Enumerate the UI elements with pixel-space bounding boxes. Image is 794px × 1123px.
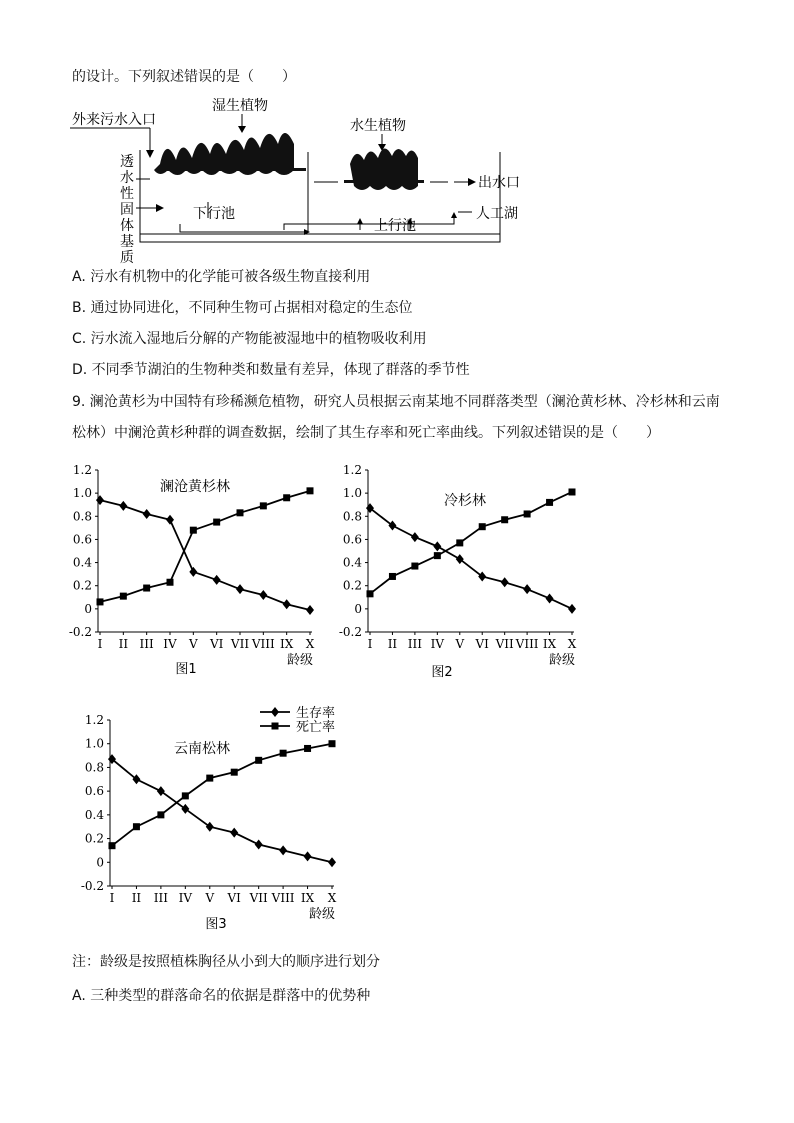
survival-point bbox=[189, 567, 197, 577]
mortality-point bbox=[569, 488, 576, 495]
y-tick-label: 0.2 bbox=[84, 831, 104, 846]
survival-point bbox=[213, 575, 221, 585]
x-tick-label: V bbox=[455, 637, 465, 651]
mortality-point bbox=[501, 516, 508, 523]
x-tick-label: X bbox=[567, 637, 577, 651]
x-tick-label: VIII bbox=[251, 637, 275, 651]
legend-marker-square bbox=[272, 723, 279, 730]
substrate-label bbox=[120, 154, 134, 266]
aquatic-plants-label: 水生植物 bbox=[350, 118, 406, 134]
survival-point bbox=[143, 509, 151, 519]
survival-point bbox=[478, 571, 486, 581]
legend-marker-diamond bbox=[271, 707, 279, 717]
svg-text:基: 基 bbox=[120, 234, 134, 250]
mortality-point bbox=[109, 842, 116, 849]
y-tick-label: -0.2 bbox=[338, 625, 362, 639]
x-tick-label: III bbox=[139, 637, 154, 651]
outlet-label: 出水口 bbox=[478, 175, 520, 191]
mortality-point bbox=[157, 811, 164, 818]
survival-point bbox=[259, 590, 267, 600]
x-tick-label: X bbox=[305, 637, 315, 651]
x-tick-label: VI bbox=[475, 637, 489, 651]
legend-label: 死亡率 bbox=[296, 720, 336, 735]
chart-fig1 bbox=[62, 458, 332, 688]
mortality-point bbox=[411, 563, 418, 570]
q9-note: 注：龄级是按照植株胸径从小到大的顺序进行划分 bbox=[72, 954, 380, 970]
mortality-point bbox=[546, 499, 553, 506]
mortality-point bbox=[280, 750, 287, 757]
x-tick-label: IV bbox=[178, 891, 193, 905]
x-tick-label: III bbox=[407, 637, 423, 651]
svg-text:质: 质 bbox=[120, 250, 134, 266]
x-tick-label: VI bbox=[209, 637, 224, 651]
y-tick-label: 0.8 bbox=[84, 760, 104, 775]
x-tick-label: VIII bbox=[515, 637, 539, 651]
mortality-point bbox=[143, 585, 150, 592]
x-tick-label: V bbox=[188, 637, 198, 651]
survival-point bbox=[283, 599, 291, 609]
survival-point bbox=[456, 554, 464, 564]
mortality-point bbox=[190, 527, 197, 534]
mortality-point bbox=[329, 740, 336, 747]
series-line-survival bbox=[370, 508, 572, 609]
survival-point bbox=[206, 822, 214, 832]
mortality-point bbox=[206, 775, 213, 782]
survival-point bbox=[546, 593, 554, 603]
q9-option-a: A. 三种类型的群落命名的依据是群落中的优势种 bbox=[72, 988, 371, 1004]
survival-point bbox=[366, 503, 374, 513]
figure-caption: 图1 bbox=[175, 662, 197, 677]
survival-point bbox=[157, 786, 165, 796]
mortality-point bbox=[389, 573, 396, 580]
survival-point bbox=[388, 521, 396, 531]
lake-label: 人工湖 bbox=[476, 206, 518, 222]
survival-point bbox=[501, 577, 509, 587]
q8-option-c: C. 污水流入湿地后分解的产物能被湿地中的植物吸收利用 bbox=[72, 331, 427, 347]
survival-point bbox=[255, 840, 263, 850]
svg-text:固: 固 bbox=[120, 202, 134, 218]
chart-title: 冷杉林 bbox=[444, 493, 486, 509]
y-tick-label: 0.2 bbox=[72, 578, 92, 593]
chart-title: 澜沧黄杉林 bbox=[160, 479, 230, 495]
mortality-point bbox=[434, 552, 441, 559]
x-tick-label: VII bbox=[230, 637, 250, 651]
mortality-point bbox=[182, 792, 189, 799]
y-tick-label: 0.8 bbox=[72, 509, 92, 524]
q8-option-b: B. 通过协同进化，不同种生物可占据相对稳定的生态位 bbox=[72, 300, 413, 316]
x-tick-label: VIII bbox=[271, 891, 295, 905]
y-tick-label: 0.4 bbox=[84, 807, 104, 822]
q9-stem-line1: 9. 澜沧黄杉为中国特有珍稀濒危植物，研究人员根据云南某地不同群落类型（澜沧黄杉林、冷杉林和云南 bbox=[72, 394, 720, 410]
survival-point bbox=[433, 541, 441, 551]
svg-text:性: 性 bbox=[120, 186, 134, 202]
q8-option-a: A. 污水有机物中的化学能可被各级生物直接利用 bbox=[72, 269, 371, 285]
mortality-point bbox=[304, 745, 311, 752]
y-tick-label: 1.2 bbox=[342, 463, 362, 477]
down-pool-label: 下行池 bbox=[193, 206, 235, 222]
mortality-point bbox=[231, 769, 238, 776]
mortality-point bbox=[133, 823, 140, 830]
chart-fig2 bbox=[334, 458, 594, 688]
wetland-plants-illustration bbox=[154, 133, 306, 175]
survival-point bbox=[279, 845, 287, 855]
survival-point bbox=[304, 851, 312, 861]
chart-title: 云南松林 bbox=[174, 741, 230, 757]
x-tick-label: IX bbox=[280, 637, 294, 651]
x-axis-label: 龄级 bbox=[286, 653, 314, 668]
mortality-point bbox=[255, 757, 262, 764]
inlet-label: 外来污水入口 bbox=[72, 112, 156, 128]
x-tick-label: I bbox=[97, 637, 103, 651]
survival-point bbox=[523, 584, 531, 594]
survival-point bbox=[328, 857, 336, 867]
x-axis-label: 龄级 bbox=[548, 653, 576, 668]
survival-point bbox=[119, 501, 127, 511]
x-tick-label: X bbox=[327, 891, 337, 905]
mortality-point bbox=[367, 590, 374, 597]
y-tick-label: 0.4 bbox=[72, 555, 92, 570]
mortality-point bbox=[120, 593, 127, 600]
y-tick-label: 0 bbox=[84, 601, 92, 616]
svg-text:水: 水 bbox=[120, 170, 134, 186]
x-tick-label: V bbox=[205, 891, 215, 905]
mortality-point bbox=[307, 487, 314, 494]
mortality-point bbox=[479, 523, 486, 530]
survival-point bbox=[230, 828, 238, 838]
mortality-point bbox=[167, 579, 174, 586]
survival-point bbox=[132, 774, 140, 784]
x-tick-label: IX bbox=[542, 637, 557, 651]
chart-fig3 bbox=[74, 700, 364, 936]
y-tick-label: 0.6 bbox=[72, 532, 92, 547]
up-pool-label: 上行池 bbox=[374, 218, 416, 234]
x-tick-label: IV bbox=[430, 637, 445, 651]
survival-point bbox=[411, 532, 419, 542]
y-tick-label: 0.4 bbox=[342, 555, 362, 570]
x-tick-label: I bbox=[109, 891, 115, 905]
x-tick-label: VI bbox=[227, 891, 241, 905]
x-tick-label: II bbox=[387, 637, 398, 651]
x-tick-label: VII bbox=[495, 637, 514, 651]
mortality-point bbox=[97, 598, 104, 605]
q9-stem-line2: 松林）中澜沧黄杉种群的调查数据，绘制了其生存率和死亡率曲线。下列叙述错误的是（ ） bbox=[72, 425, 660, 441]
y-tick-label: 0 bbox=[96, 855, 104, 870]
legend-label: 生存率 bbox=[296, 706, 336, 721]
survival-point bbox=[108, 754, 116, 764]
x-tick-label: VII bbox=[249, 891, 268, 905]
y-tick-label: 1.2 bbox=[72, 463, 92, 477]
y-tick-label: 1.0 bbox=[84, 736, 104, 751]
y-tick-label: 0.8 bbox=[342, 509, 362, 524]
survival-point bbox=[568, 604, 576, 614]
mortality-point bbox=[260, 502, 267, 509]
y-tick-label: 0.6 bbox=[84, 784, 104, 799]
x-axis-label: 龄级 bbox=[308, 907, 336, 922]
svg-text:透: 透 bbox=[120, 154, 134, 170]
mortality-point bbox=[283, 494, 290, 501]
x-tick-label: IX bbox=[300, 891, 315, 905]
figure-caption: 图3 bbox=[205, 917, 227, 932]
survival-point bbox=[236, 584, 244, 594]
mortality-point bbox=[237, 509, 244, 516]
figure-caption: 图2 bbox=[431, 665, 453, 680]
y-tick-label: 0.6 bbox=[342, 532, 362, 547]
q8-option-d: D. 不同季节湖泊的生物种类和数量有差异，体现了群落的季节性 bbox=[72, 362, 470, 378]
x-tick-label: II bbox=[131, 891, 142, 905]
y-tick-label: 0.2 bbox=[342, 578, 362, 593]
survival-point bbox=[306, 605, 314, 615]
y-tick-label: -0.2 bbox=[68, 625, 92, 639]
mortality-point bbox=[456, 539, 463, 546]
y-tick-label: 1.2 bbox=[84, 713, 104, 727]
survival-point bbox=[166, 515, 174, 525]
survival-point bbox=[96, 495, 104, 505]
svg-text:体: 体 bbox=[120, 218, 134, 234]
y-tick-label: 1.0 bbox=[342, 486, 362, 501]
x-tick-label: II bbox=[118, 637, 129, 651]
mortality-point bbox=[524, 510, 531, 517]
y-tick-label: -0.2 bbox=[80, 879, 104, 893]
wetland-plants-label: 湿生植物 bbox=[212, 98, 268, 114]
y-tick-label: 1.0 bbox=[72, 486, 92, 501]
survival-point bbox=[181, 804, 189, 814]
y-tick-label: 0 bbox=[354, 601, 362, 616]
wetland-diagram bbox=[60, 92, 530, 266]
x-tick-label: III bbox=[153, 891, 169, 905]
q8-stem-tail: 的设计。下列叙述错误的是（ ） bbox=[72, 69, 296, 85]
x-tick-label: I bbox=[367, 637, 373, 651]
series-line-mortality bbox=[100, 491, 310, 602]
x-tick-label: IV bbox=[163, 637, 177, 651]
aquatic-plants-illustration bbox=[344, 148, 424, 190]
mortality-point bbox=[213, 519, 220, 526]
